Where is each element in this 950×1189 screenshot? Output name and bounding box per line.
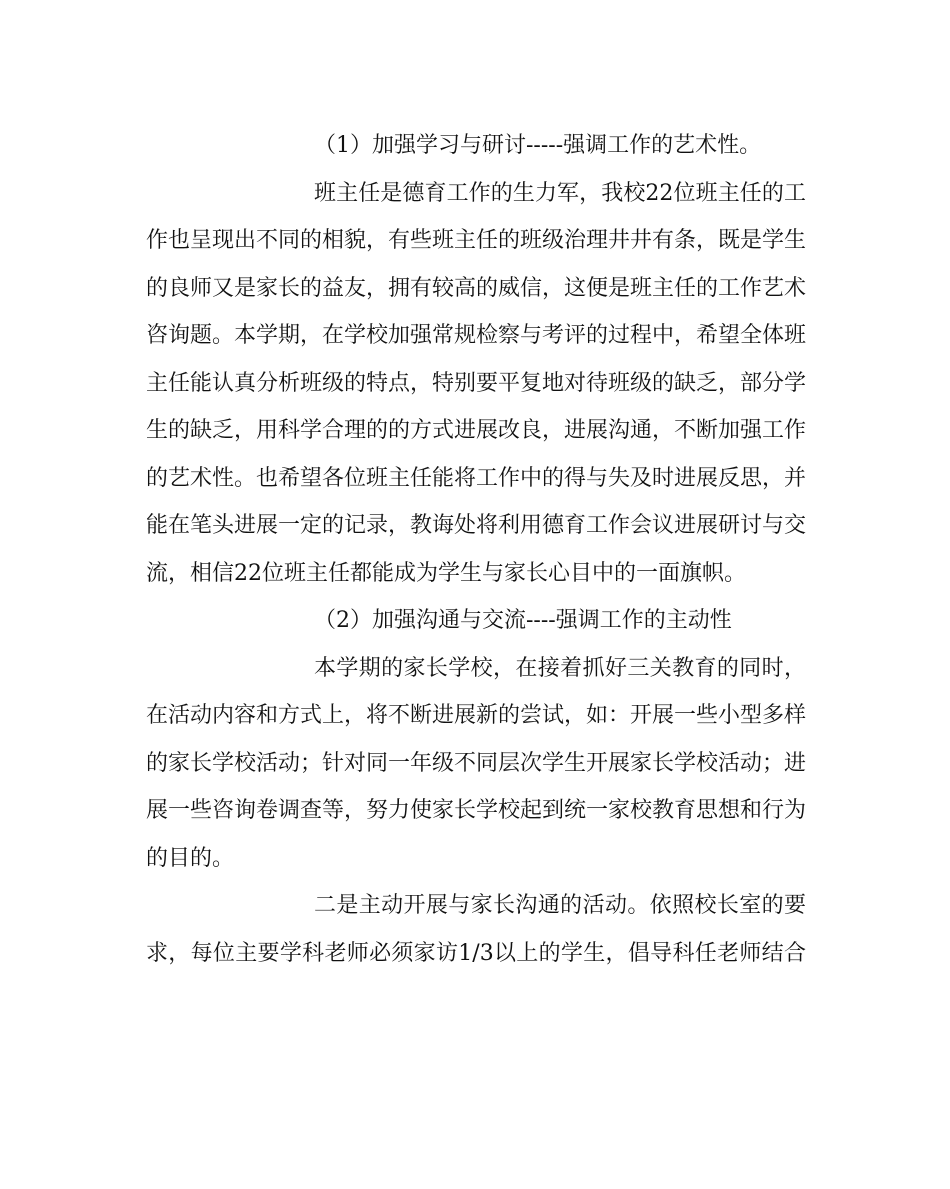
paragraph-line: 作也呈现出不同的相貌，有些班主任的班级治理井井有条，既是学生 [146,228,807,253]
paragraph-line: 流，相信22位班主任都能成为学生与家长心目中的一面旗帜。 [146,560,746,586]
paragraph-line: 生的缺乏，用科学合理的的方式进展改良，进展沟通，不断加强工作 [146,418,807,443]
paragraph-line: 的目的。 [146,845,235,871]
paragraph-line: 二是主动开展与家长沟通的活动。依照校长室的要 [314,893,806,918]
document-body [146,128,806,983]
section-heading-2: （2）加强沟通与交流----强调工作的主动性 [314,608,732,633]
paragraph-line: 班主任是德育工作的生力军，我校22位班主任的工 [314,180,806,206]
paragraph-line: 展一些咨询卷调查等，努力使家长学校起到统一家校教育思想和行为 [146,798,807,823]
paragraph-line: 求，每位主要学科老师必须家访1/3以上的学生，倡导科任老师结合 [146,940,806,966]
paragraph-2 [146,651,806,889]
section-heading-1: （1）加强学习与研讨-----强调工作的艺术性。 [314,133,762,158]
paragraph-1 [146,176,806,604]
paragraph-line: 咨询题。本学期，在学校加强常规检察与考评的过程中，希望全体班 [146,323,807,348]
paragraph-line: 在活动内容和方式上，将不断进展新的尝试，如：开展一些小型多样 [146,703,807,728]
paragraph-line: 的艺术性。也希望各位班主任能将工作中的得与失及时进展反思，并 [146,465,807,491]
paragraph-line: 主任能认真分析班级的特点，特别要平复地对待班级的缺乏，部分学 [146,370,807,396]
paragraph-line: 能在笔头进展一定的记录，教诲处将利用德育工作会议进展研讨与交 [146,513,807,538]
paragraph-line: 的家长学校活动；针对同一年级不同层次学生开展家长学校活动；进 [146,750,807,776]
paragraph-3 [146,888,806,983]
paragraph-line: 本学期的家长学校，在接着抓好三关教育的同时， [314,655,806,681]
paragraph-line: 的良师又是家长的益友，拥有较高的威信，这便是班主任的工作艺术 [146,275,807,301]
